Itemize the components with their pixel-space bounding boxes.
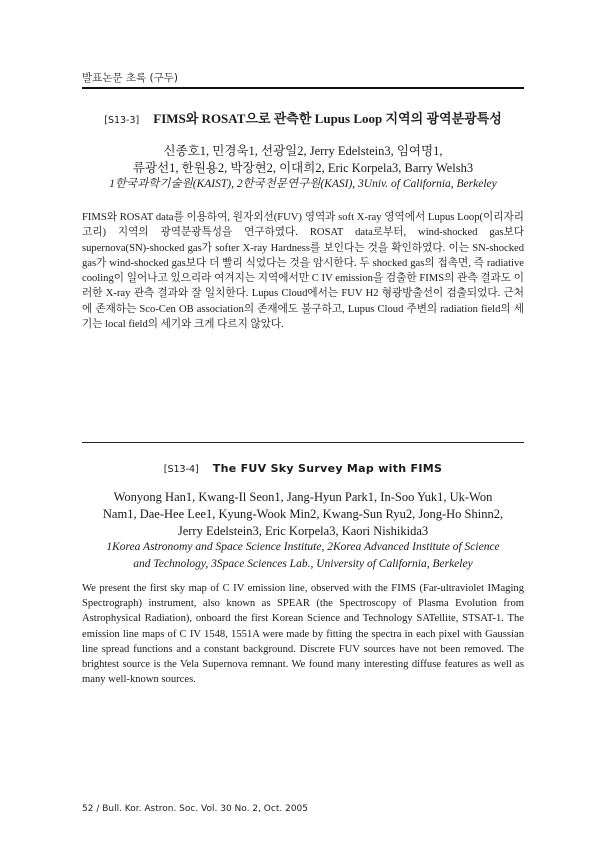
authors-line: 류광선1, 한원용2, 박장현2, 이대희2, Eric Korpela3, Barry Welsh3 [132, 161, 474, 175]
authors-line: 신종호1, 민경욱1, 선광일2, Jerry Edelstein3, 임여명1, [163, 144, 443, 158]
section-divider [82, 442, 524, 443]
authors-line: Wonyong Han1, Kwang-Il Seon1, Jang-Hyun Park1, In-Soo Yuk1, Uk-Won [113, 490, 493, 504]
paper-code: [S13-3] [104, 115, 140, 126]
paper-authors [82, 143, 524, 177]
paper-title: The FUV Sky Survey Map with FIMS [212, 462, 443, 475]
section-label: 발표논문 초록 (구두) [82, 72, 179, 84]
paper-title-row [82, 108, 524, 127]
header-rule [82, 87, 524, 89]
paper-title-row [82, 462, 524, 475]
paper-affiliations [82, 176, 524, 193]
paper-affiliations [82, 539, 524, 573]
affiliations-line: and Technology, 3Space Sciences Lab., University of California, Berkeley [133, 558, 473, 570]
affiliations-line: 1Korea Astronomy and Space Science Institute, 2Korea Advanced Institute of Science [106, 541, 500, 553]
paper-code: [S13-4] [163, 464, 199, 475]
paper-authors [82, 489, 524, 540]
authors-line: Jerry Edelstein3, Eric Korpela3, Kaori Nishikida3 [177, 524, 429, 538]
paper-abstract: We present the first sky map of C IV emission line, observed with the FIMS (Far-ultraviolet IMaging Spectrograph) instrument, also known as SPEAR (the Spectroscopy of Plasma Evolution from Astrophysical Radiation), onboard the first Korean Science and Technology SATellite, STSAT-1. The emission line maps of C IV 1548, 1551A were made by fitting the spectra in each pixel with Gaussian line spread functions and a constant background. Discrete FUV sources have not been removed. The brightest source is the Vela Supernova remnant. We found many interesting diffuse features as well as many well-known sources. [82, 583, 524, 686]
authors-line: Nam1, Dae-Hee Lee1, Kyung-Wook Min2, Kwang-Sun Ryu2, Jong-Ho Shinn2, [102, 507, 504, 521]
paper-abstract: FIMS와 ROSAT data를 이용하여, 원자외선(FUV) 영역과 soft X-ray 영역에서 Lupus Loop(이리자리 고리) 지역의 광역분광특성을 연구하였다. ROSAT data로부터, wind-shocked gas보다 supernova(SN)-shocked gas가 softer X-ray Hardness를 보인다는 것을 확인하였다. 이는 SN-shocked gas가 wind-shocked gas보다 더 빨리 식었다는 것을 암시한다. 두 shocked gas의 접촉면, 즉 radiative cooling이 일어나고 있으리라 여겨지는 지역에서만 C IV emission을 검출한 FIMS의 관측 결과도 이러한 X-ray 관측 결과와 잘 일치한다. Lupus Cloud에서는 FUV H2 형광방출선이 검출되었다. 근처에 존재하는 Sco-Cen OB association의 존재에도 불구하고, Lupus Cloud 주변의 radiation field의 세기는 local field의 세기와 크게 다르지 않았다. [82, 212, 524, 331]
affiliations-line: 1한국과학기술원(KAIST), 2한국천문연구원(KASI), 3Univ. of California, Berkeley [109, 178, 497, 190]
page-footer: 52 / Bull. Kor. Astron. Soc. Vol. 30 No. 2, Oct. 2005 [82, 804, 308, 814]
paper-title: FIMS와 ROSAT으로 관측한 Lupus Loop 지역의 광역분광특성 [153, 111, 502, 126]
